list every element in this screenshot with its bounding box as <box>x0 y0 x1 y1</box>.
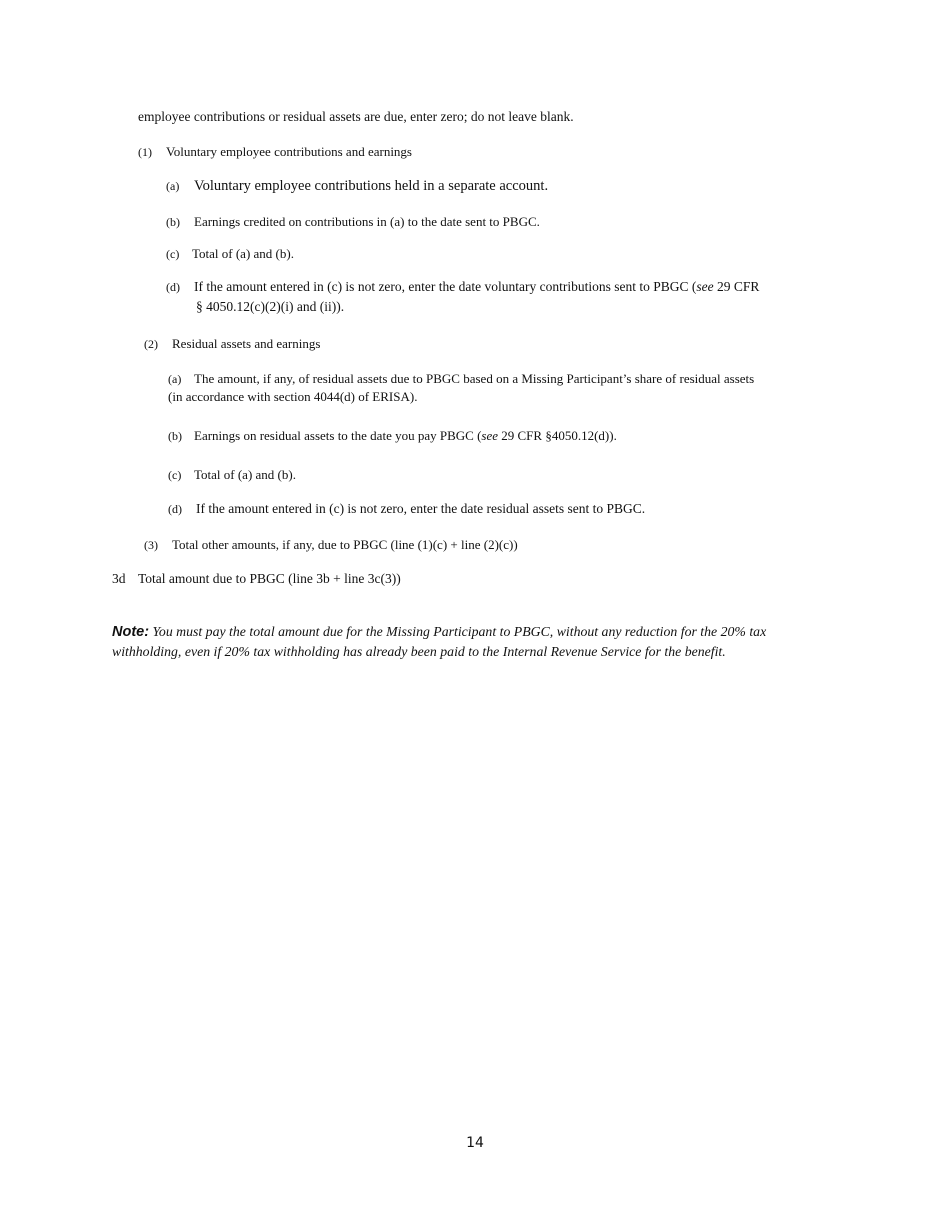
item-1d: (d) If the amount entered in (c) is not zero, enter the date voluntary contributions sent to PBGC (see 29 CFR <box>166 279 760 294</box>
note-paragraph <box>112 622 832 662</box>
section-3: (3) Total other amounts, if any, due to PBGC (line (1)(c) + line (2)(c)) <box>144 537 518 552</box>
intro-text: employee contributions or residual assets are due, enter zero; do not leave blank. <box>138 109 574 124</box>
section-2-title: Residual assets and earnings <box>172 336 321 351</box>
page-number: 14 <box>466 1135 484 1151</box>
note-label: Note: <box>112 624 150 640</box>
item-1c: (c) Total of (a) and (b). <box>166 246 294 261</box>
item-2b: (b) Earnings on residual assets to the date you pay PBGC (see 29 CFR §4050.12(d)). <box>168 428 617 443</box>
item-2d: (d) If the amount entered in (c) is not zero, enter the date residual assets sent to PBGC. <box>168 501 646 516</box>
line-3d: 3d Total amount due to PBGC (line 3b + line 3c(3)) <box>112 571 401 586</box>
section-1-label: (1) <box>138 145 152 159</box>
section-1-title: Voluntary employee contributions and earnings <box>166 144 412 159</box>
item-2a-line2: (in accordance with section 4044(d) of ERISA). <box>168 389 418 404</box>
item-1d-line2: § 4050.12(c)(2)(i) and (ii)). <box>196 299 345 314</box>
note-text: You must pay the total amount due for the Missing Participant to PBGC, without any reduction for the 20% tax withholding, even if 20% tax withholding has already been paid to the Internal Revenue Service for the benefit. <box>112 624 767 659</box>
item-1b: (b) Earnings credited on contributions in (a) to the date sent to PBGC. <box>166 214 540 229</box>
item-2c: (c) Total of (a) and (b). <box>168 467 296 482</box>
item-1a: (a) Voluntary employee contributions held in a separate account. <box>166 178 549 194</box>
section-2-heading <box>144 334 320 354</box>
section-2-label: (2) <box>144 337 158 351</box>
item-2a: (a) The amount, if any, of residual assets due to PBGC based on a Missing Participant’s share of residual assets <box>168 371 755 386</box>
section-1-heading <box>138 142 412 162</box>
